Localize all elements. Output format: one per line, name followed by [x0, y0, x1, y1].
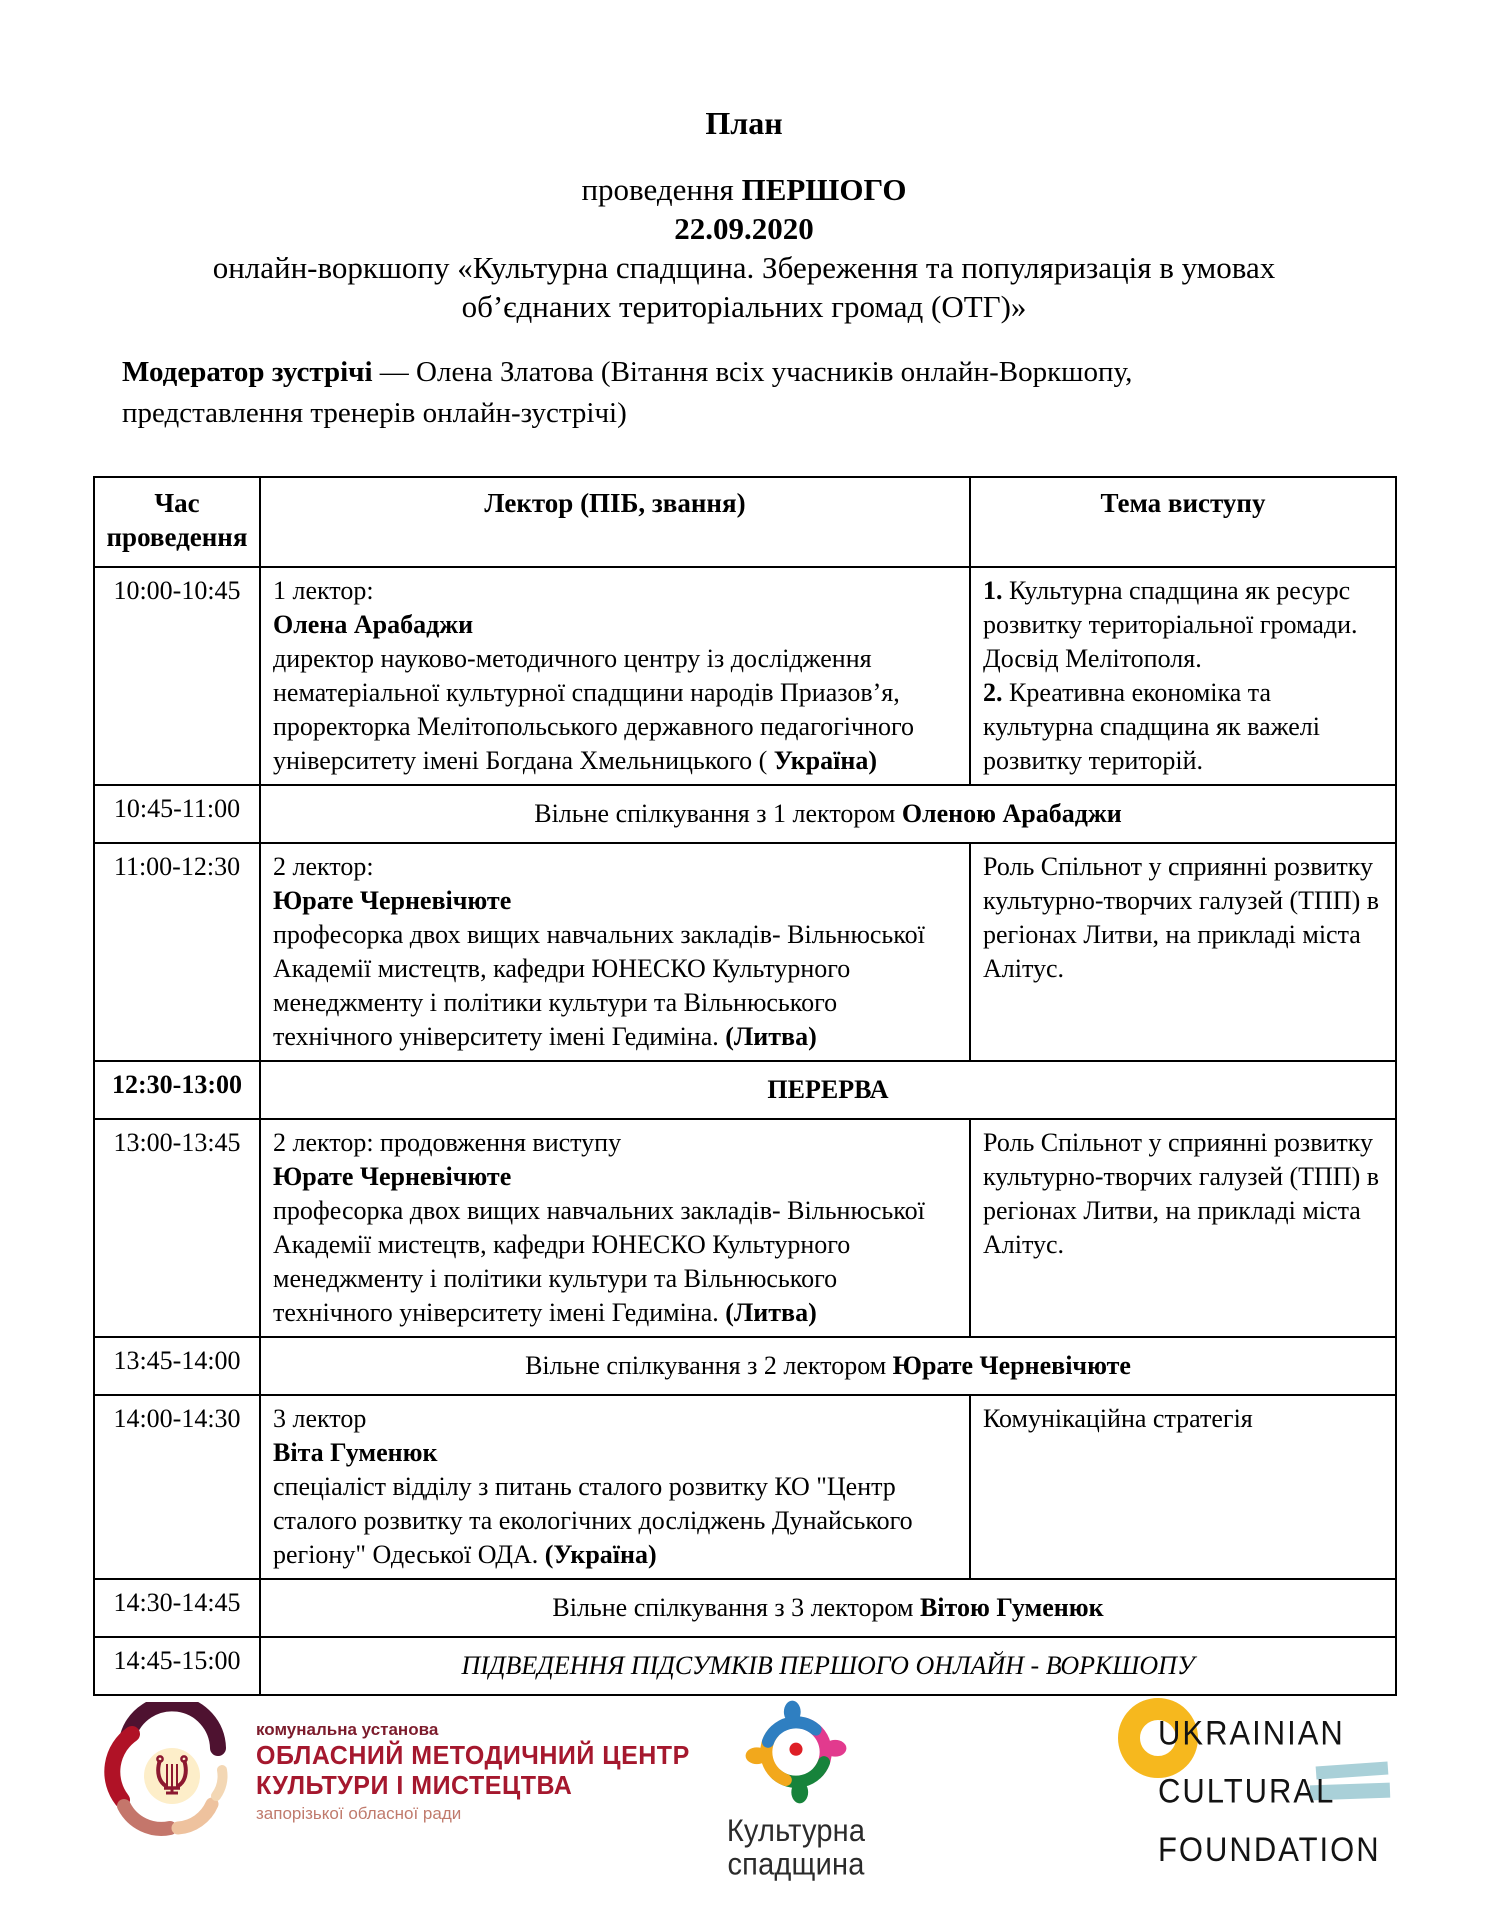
- time-cell: 12:30-13:00: [94, 1061, 260, 1119]
- omc-line-4: запорізької обласної ради: [256, 1804, 462, 1823]
- heritage-caption-line-1: Культурна: [726, 1813, 866, 1849]
- merged-cell: ПЕРЕРВА: [260, 1061, 1396, 1119]
- heritage-caption: [676, 1815, 916, 1882]
- time-cell: 14:45-15:00: [94, 1637, 260, 1695]
- table-row: [94, 785, 1396, 843]
- omc-swirl-lyre-icon: [92, 1702, 250, 1842]
- topic-cell: 1. Культурна спадщина як ресурс розвитку територіальної громади. Досвід Мелітополя. 2. Креативна економіка та культурна спадщина як важелі розвитку територій.: [970, 567, 1396, 785]
- topic-cell: Роль Спільнот у сприянні розвитку культурно-творчих галузей (ТПП) в регіонах Литви, на прикладі міста Алітус.: [970, 1119, 1396, 1337]
- table-row: [94, 1579, 1396, 1637]
- footer-logos: [0, 1696, 1488, 1882]
- heritage-logo: [676, 1696, 916, 1882]
- workshop-subtitle-line-2: об’єднаних територіальних громад (ОТГ)»: [461, 289, 1027, 324]
- event-date: 22.09.2020: [674, 211, 814, 246]
- ucf-text-block: [1158, 1704, 1381, 1879]
- time-cell: 10:45-11:00: [94, 785, 260, 843]
- moderator-line-2: представлення тренерів онлайн-зустрічі): [122, 397, 627, 429]
- subtitle-line-1: проведення ПЕРШОГО: [581, 172, 907, 207]
- heritage-figures-icon: [738, 1696, 854, 1808]
- topic-cell: Роль Спільнот у сприянні розвитку культурно-творчих галузей (ТПП) в регіонах Литви, на прикладі міста Алітус.: [970, 843, 1396, 1061]
- lecturer-cell: 2 лектор: продовження виступу Юрате Черневічюте професорка двох вищих навчальних закладів- Вільнюської Академії мистецтв, кафедри ЮНЕСКО Культурного менеджменту і політики культури та Вільнюського технічного університету імені Гедиміна. (Литва): [260, 1119, 970, 1337]
- table-row: [94, 1119, 1396, 1337]
- lecturer-cell: 2 лектор: Юрате Черневічюте професорка двох вищих навчальних закладів- Вільнюської Академії мистецтв, кафедри ЮНЕСКО Культурного менеджменту і політики культури та Вільнюського технічного університету імені Гедиміна. (Литва): [260, 843, 970, 1061]
- workshop-subtitle-line-1: онлайн-воркшопу «Культурна спадщина. Збереження та популяризація в умовах: [212, 250, 1276, 285]
- ucf-line-1: UKRAINIAN: [1158, 1712, 1345, 1753]
- table-row: [94, 1337, 1396, 1395]
- merged-cell: Вільне спілкування з 1 лектором Оленою Арабаджи: [260, 785, 1396, 843]
- omc-line-3: КУЛЬТУРИ І МИСТЕЦТВА: [256, 1771, 573, 1801]
- time-cell: 14:30-14:45: [94, 1579, 260, 1637]
- table-row: [94, 1637, 1396, 1695]
- lecturer-cell: 3 лектор Віта Гуменюк спеціаліст відділу з питань сталого розвитку КО "Центр сталого розвитку та екологічних досліджень Дунайського регіону" Одеської ОДА. (Україна): [260, 1395, 970, 1579]
- time-cell: 13:00-13:45: [94, 1119, 260, 1337]
- time-cell: 11:00-12:30: [94, 843, 260, 1061]
- time-cell: 13:45-14:00: [94, 1337, 260, 1395]
- merged-cell: Вільне спілкування з 3 лектором Вітою Гуменюк: [260, 1579, 1396, 1637]
- heritage-caption-line-2: спадщина: [727, 1847, 865, 1882]
- lecturer-cell: 1 лектор: Олена Арабаджи директор науково-методичного центру із дослідження нематеріальної культурної спадщини народів Приазов’я, проректорка Мелітопольського державного педагогічного університету імені Богдана Хмельницького ( Україна): [260, 567, 970, 785]
- header-time: Час проведення: [94, 477, 260, 567]
- ucf-line-2: CULTURAL: [1158, 1771, 1336, 1811]
- table-row: [94, 1395, 1396, 1579]
- omc-line-2: ОБЛАСНИЙ МЕТОДИЧНИЙ ЦЕНТР: [256, 1741, 690, 1771]
- omc-line-1: комунальна установа: [256, 1720, 439, 1739]
- merged-cell: ПІДВЕДЕННЯ ПІДСУМКІВ ПЕРШОГО ОНЛАЙН - ВОРКШОПУ: [260, 1637, 1396, 1695]
- ucf-line-3: FOUNDATION: [1158, 1829, 1381, 1869]
- time-cell: 10:00-10:45: [94, 567, 260, 785]
- omc-logo: [92, 1702, 690, 1842]
- table-row: [94, 843, 1396, 1061]
- table-row: [94, 567, 1396, 785]
- header-lecturer: Лектор (ПІБ, звання): [260, 477, 970, 567]
- ucf-logo: [1104, 1698, 1414, 1868]
- table-row: [94, 1061, 1396, 1119]
- page-title: План: [705, 105, 783, 141]
- merged-cell: Вільне спілкування з 2 лектором Юрате Черневічюте: [260, 1337, 1396, 1395]
- header-topic: Тема виступу: [970, 477, 1396, 567]
- omc-text-block: [256, 1720, 690, 1826]
- time-cell: 14:00-14:30: [94, 1395, 260, 1579]
- moderator-line-1: Модератор зустрічі — Олена Златова (Вітання всіх учасників онлайн-Воркшопу,: [122, 356, 1133, 388]
- topic-cell: Комунікаційна стратегія: [970, 1395, 1396, 1579]
- table-header-row: [94, 477, 1396, 567]
- schedule-table: [93, 476, 1397, 1696]
- moderator-paragraph: [122, 352, 1398, 434]
